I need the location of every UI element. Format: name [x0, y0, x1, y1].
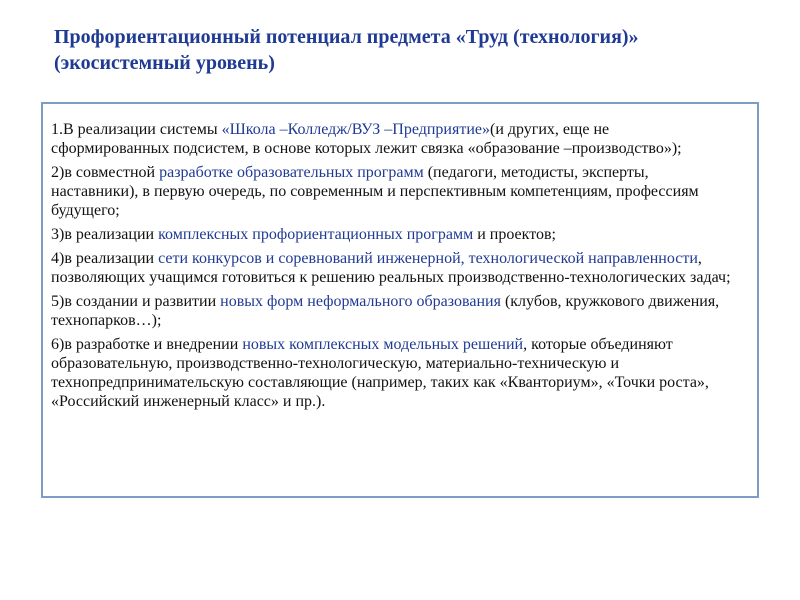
list-item-5 — [51, 292, 731, 330]
item-1-highlight: «Школа –Колледж/ВУЗ –Предприятие» — [221, 121, 490, 138]
item-2-text-end: (педагоги, методисты, эксперты, наставники), в первую очередь, по современным и перспективным компетенциям, профессиям будущего; — [51, 164, 699, 219]
item-5-text-end: (клубов, кружкового движения, технопарков…); — [51, 293, 720, 329]
item-6-text: 6)в разработке и внедрении — [51, 336, 243, 353]
item-6-highlight: новых комплексных модельных решений — [242, 336, 524, 353]
item-4-highlight: сети конкурсов и соревнований инженерной, технологической направленности — [158, 250, 698, 267]
slide-title-line-2: (экосистемный уровень) — [54, 52, 275, 74]
item-5-highlight: новых форм неформального образования — [220, 293, 501, 310]
list-item-4 — [51, 249, 731, 287]
list-item-2 — [51, 163, 731, 220]
item-2-text: 2)в совместной — [51, 164, 160, 181]
item-2-highlight: разработке образовательных программ — [159, 164, 424, 181]
item-3-text: 3)в реализации — [51, 226, 159, 243]
item-3-highlight: комплексных профориентационных программ — [158, 226, 474, 243]
item-5-text: 5)в создании и развитии — [51, 293, 221, 310]
item-4-text: 4)в реализации — [51, 250, 159, 267]
item-1-text: 1.В реализации системы — [51, 121, 222, 138]
item-4-text-end: , позволяющих учащимся готовиться к решению реальных производственно-технологических задач; — [51, 250, 731, 286]
list-item-6 — [51, 335, 731, 411]
content-box — [41, 102, 759, 498]
item-3-text-end: и проектов; — [473, 226, 556, 243]
item-list — [51, 120, 731, 416]
list-item-3 — [51, 225, 731, 244]
item-6-text-end: , которые объединяют образовательную, производственно-технологическую, материально-техническую и технопредпринимательскую составляющие (например, таких как «Кванториум», «Точки роста», «Российский инженерный класс» и пр.). — [51, 336, 709, 410]
slide-title-line-1: Профориентационный потенциал предмета «Труд (технология)» — [54, 26, 639, 48]
slide-title — [54, 24, 774, 76]
list-item-1 — [51, 120, 731, 158]
item-1-text-end: (и других, еще не сформированных подсистем, в основе которых лежит связка «образование –производство»); — [51, 121, 682, 157]
